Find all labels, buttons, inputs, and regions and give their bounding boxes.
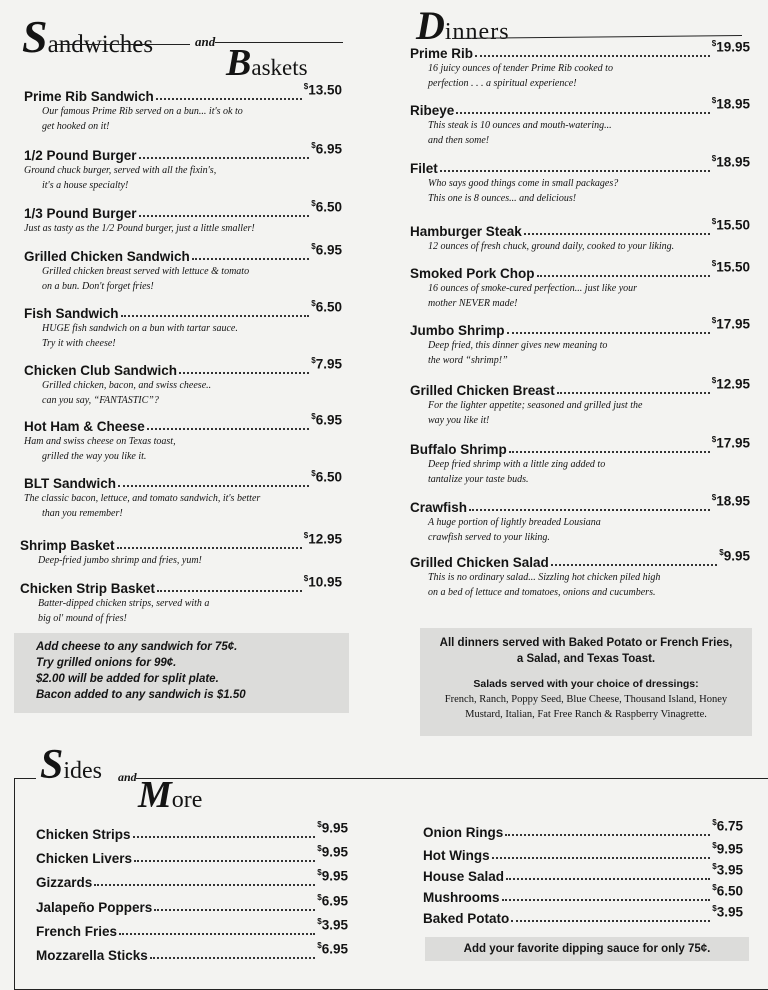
- dot-leader: [154, 909, 315, 911]
- dipping-sauce-note: Add your favorite dipping sauce for only 75¢.: [463, 943, 711, 955]
- item-description: mother NEVER made!: [428, 297, 518, 309]
- item-description: This steak is 10 ounces and mouth-watering...: [428, 119, 612, 131]
- price-value: 9.95: [321, 868, 348, 884]
- item-name: Grilled Chicken Breast: [410, 382, 555, 398]
- dot-leader: [469, 509, 710, 511]
- item-description: Grilled chicken, bacon, and swiss cheese..: [42, 379, 212, 391]
- currency-symbol: $: [711, 316, 717, 325]
- item-price: [712, 316, 750, 332]
- item-description: Ham and swiss cheese on Texas toast,: [24, 435, 176, 447]
- item-name: BLT Sandwich: [24, 475, 117, 491]
- menu-item: [24, 82, 342, 134]
- sandwiches-heading-initial: S: [22, 11, 48, 62]
- more-heading-initial: M: [138, 774, 172, 816]
- sides-note: [425, 937, 749, 961]
- dot-leader: [511, 920, 710, 922]
- item-description: on a bed of lettuce and tomatoes, onions and cucumbers.: [428, 586, 656, 598]
- item-name: Grilled Chicken Sandwich: [24, 248, 190, 264]
- currency-symbol: $: [311, 356, 316, 365]
- price-value: 15.50: [716, 217, 750, 233]
- item-price: [712, 883, 743, 899]
- sandwiches-heading-and: and: [195, 34, 216, 49]
- menu-item: [410, 435, 750, 487]
- menu-item: [24, 141, 342, 193]
- sandwich-note-line: Try grilled onions for 99¢.: [36, 657, 177, 669]
- item-name: Jalapeño Poppers: [36, 899, 153, 915]
- item-price: [311, 299, 342, 315]
- price-value: 9.95: [321, 844, 348, 860]
- item-name: Baked Potato: [423, 910, 510, 926]
- sandwiches-heading: [22, 11, 154, 62]
- item-price: [712, 841, 743, 857]
- price-value: 9.95: [716, 841, 743, 857]
- dot-leader: [505, 834, 710, 836]
- dot-leader: [119, 933, 315, 935]
- price-value: 17.95: [716, 435, 750, 451]
- item-description: than you remember!: [42, 507, 123, 519]
- currency-symbol: $: [711, 96, 717, 105]
- currency-symbol: $: [311, 412, 316, 421]
- dot-leader: [150, 957, 315, 959]
- item-price: [304, 531, 342, 547]
- currency-symbol: $: [711, 154, 717, 163]
- currency-symbol: $: [317, 917, 322, 926]
- menu-item: [410, 96, 750, 148]
- item-price: [712, 904, 743, 920]
- menu-item: [410, 39, 750, 91]
- currency-symbol: $: [303, 531, 309, 540]
- dot-leader: [440, 170, 710, 172]
- item-name: Buffalo Shrimp: [410, 441, 507, 457]
- item-description: Our famous Prime Rib served on a bun... it's ok to: [42, 105, 243, 117]
- item-description: it's a house specialty!: [42, 179, 129, 191]
- menu-item: [24, 199, 342, 236]
- menu-item: [410, 316, 750, 368]
- item-description: A huge portion of lightly breaded Lousiana: [428, 516, 601, 528]
- item-description: For the lighter appetite; seasoned and grilled just the: [428, 399, 643, 411]
- currency-symbol: $: [712, 883, 717, 892]
- dinners-heading-main: inners: [444, 19, 510, 45]
- menu-item: [410, 154, 750, 206]
- sandwich-note-line: Add cheese to any sandwich for 75¢.: [36, 641, 238, 653]
- price-value: 13.50: [308, 82, 342, 98]
- menu-item: [36, 844, 348, 866]
- menu-item: [20, 574, 342, 626]
- dressings-line: French, Ranch, Poppy Seed, Blue Cheese, Thousand Island, Honey: [444, 694, 728, 705]
- item-name: Shrimp Basket: [20, 537, 115, 553]
- baskets-heading-main: askets: [251, 55, 308, 80]
- item-name: Mozzarella Sticks: [36, 947, 148, 963]
- item-description: HUGE fish sandwich on a bun with tartar sauce.: [42, 322, 238, 334]
- currency-symbol: $: [311, 299, 316, 308]
- item-description: Ground chuck burger, served with all the fixin's,: [24, 164, 217, 176]
- item-price: [719, 548, 750, 564]
- currency-symbol: $: [311, 141, 316, 150]
- sandwich-note-line: Bacon added to any sandwich is $1.50: [36, 689, 246, 701]
- menu-item: [36, 820, 348, 842]
- menu-item: [24, 242, 342, 294]
- item-description: Deep-fried jumbo shrimp and fries, yum!: [38, 554, 202, 566]
- price-value: 6.50: [315, 469, 342, 485]
- item-description: Batter-dipped chicken strips, served with a: [38, 597, 210, 609]
- item-price: [311, 412, 342, 428]
- currency-symbol: $: [317, 844, 322, 853]
- item-name: Gizzards: [36, 874, 93, 890]
- menu-item: [423, 818, 743, 840]
- dot-leader: [492, 857, 711, 859]
- item-name: French Fries: [36, 923, 118, 939]
- item-description: Grilled chicken breast served with lettuce & tomato: [42, 265, 250, 277]
- item-price: [317, 868, 348, 884]
- menu-item: [20, 531, 342, 568]
- item-description: way you like it!: [428, 414, 490, 426]
- sandwich-note: [14, 633, 349, 713]
- menu-item: [410, 493, 750, 545]
- price-value: 6.95: [321, 893, 348, 909]
- dinners-heading-initial: D: [416, 3, 445, 48]
- dot-leader: [94, 884, 315, 886]
- price-value: 12.95: [716, 376, 750, 392]
- price-value: 9.95: [321, 820, 348, 836]
- menu-item: [36, 917, 348, 939]
- item-name: Smoked Pork Chop: [410, 265, 535, 281]
- menu-item: [36, 941, 348, 963]
- item-description: Try it with cheese!: [42, 337, 116, 349]
- menu-item: [24, 412, 342, 464]
- item-description: Just as tasty as the 1/2 Pound burger, just a little smaller!: [24, 222, 255, 234]
- baskets-heading: [226, 44, 308, 82]
- currency-symbol: $: [711, 259, 717, 268]
- item-name: Chicken Strips: [36, 826, 131, 842]
- menu-item: [24, 356, 342, 408]
- sides-heading-and: and: [118, 770, 137, 784]
- item-price: [712, 376, 750, 392]
- currency-symbol: $: [317, 941, 322, 950]
- item-price: [712, 217, 750, 233]
- dot-leader: [157, 590, 302, 592]
- currency-symbol: $: [711, 376, 717, 385]
- menu-item: [410, 259, 750, 311]
- item-description: 16 ounces of smoke-cured perfection... just like your: [428, 282, 638, 294]
- item-price: [311, 469, 342, 485]
- item-name: Ribeye: [410, 102, 455, 118]
- dot-leader: [118, 485, 309, 487]
- price-value: 3.95: [716, 862, 743, 878]
- currency-symbol: $: [303, 82, 309, 91]
- dot-leader: [507, 332, 710, 334]
- item-description: crawfish served to your liking.: [428, 531, 550, 543]
- price-value: 18.95: [716, 96, 750, 112]
- dot-leader: [121, 315, 310, 317]
- item-name: Jumbo Shrimp: [410, 322, 505, 338]
- price-value: 6.50: [315, 299, 342, 315]
- currency-symbol: $: [311, 199, 316, 208]
- menu-item: [423, 862, 743, 884]
- price-value: 19.95: [716, 39, 750, 55]
- item-price: [317, 893, 348, 909]
- menu-item: [410, 548, 750, 600]
- more-heading-main: ore: [171, 787, 203, 813]
- item-name: Hot Ham & Cheese: [24, 418, 145, 434]
- item-description: get hooked on it!: [42, 120, 110, 132]
- dressings-line: Mustard, Italian, Fat Free Ranch & Raspberry Vinagrette.: [465, 709, 707, 720]
- menu-item: [410, 376, 750, 428]
- menu-item: [24, 469, 342, 521]
- price-value: 3.95: [321, 917, 348, 933]
- item-price: [311, 242, 342, 258]
- menu-item: [423, 904, 743, 926]
- item-price: [712, 39, 750, 55]
- item-price: [712, 862, 743, 878]
- currency-symbol: $: [311, 469, 316, 478]
- item-description: tantalize your taste buds.: [428, 473, 529, 485]
- item-name: 1/3 Pound Burger: [24, 205, 137, 221]
- currency-symbol: $: [711, 493, 717, 502]
- dinners-heading: [416, 3, 510, 48]
- item-price: [712, 818, 743, 834]
- currency-symbol: $: [712, 904, 717, 913]
- menu-item: [24, 299, 342, 351]
- price-value: 15.50: [716, 259, 750, 275]
- menu-item: [410, 217, 750, 254]
- item-price: [317, 941, 348, 957]
- dot-leader: [524, 233, 710, 235]
- dot-leader: [509, 451, 710, 453]
- price-value: 6.50: [716, 883, 743, 899]
- price-value: 6.95: [321, 941, 348, 957]
- currency-symbol: $: [317, 820, 322, 829]
- sides-heading-main: ides: [63, 758, 103, 784]
- item-name: Chicken Club Sandwich: [24, 362, 178, 378]
- item-name: 1/2 Pound Burger: [24, 147, 137, 163]
- price-value: 6.50: [315, 199, 342, 215]
- item-name: Fish Sandwich: [24, 305, 119, 321]
- dot-leader: [134, 860, 315, 862]
- item-name: Prime Rib: [410, 45, 474, 61]
- price-value: 18.95: [716, 154, 750, 170]
- dot-leader: [456, 112, 709, 114]
- item-description: can you say, “FANTASTIC”?: [42, 394, 159, 406]
- dot-leader: [139, 215, 310, 217]
- item-name: Chicken Strip Basket: [20, 580, 156, 596]
- item-price: [317, 820, 348, 836]
- item-name: Hamburger Steak: [410, 223, 522, 239]
- menu-item: [36, 868, 348, 890]
- item-description: perfection . . . a spiritual experience!: [428, 77, 577, 89]
- item-price: [317, 844, 348, 860]
- dot-leader: [147, 428, 309, 430]
- item-price: [317, 917, 348, 933]
- item-description: Who says good things come in small packages?: [428, 177, 619, 189]
- item-price: [304, 574, 342, 590]
- baskets-heading-initial: B: [226, 42, 252, 84]
- dot-leader: [133, 836, 316, 838]
- price-value: 7.95: [315, 356, 342, 372]
- sides-heading-initial: S: [40, 742, 64, 788]
- price-value: 6.75: [716, 818, 743, 834]
- item-description: The classic bacon, lettuce, and tomato sandwich, it's better: [24, 492, 261, 504]
- dot-leader: [475, 55, 710, 57]
- more-heading: [138, 776, 202, 814]
- item-name: Hot Wings: [423, 847, 490, 863]
- item-price: [712, 493, 750, 509]
- menu-item: [423, 841, 743, 863]
- item-name: Grilled Chicken Salad: [410, 554, 549, 570]
- price-value: 6.95: [315, 141, 342, 157]
- item-description: This is no ordinary salad... Sizzling hot chicken piled high: [428, 571, 661, 583]
- item-description: This one is 8 ounces... and delicious!: [428, 192, 577, 204]
- currency-symbol: $: [712, 862, 717, 871]
- price-value: 18.95: [716, 493, 750, 509]
- currency-symbol: $: [719, 548, 724, 557]
- currency-symbol: $: [317, 868, 322, 877]
- item-name: Prime Rib Sandwich: [24, 88, 154, 104]
- sandwich-note-line: $2.00 will be added for split plate.: [36, 673, 219, 685]
- currency-symbol: $: [711, 39, 717, 48]
- price-value: 6.95: [315, 242, 342, 258]
- item-name: Mushrooms: [423, 889, 500, 905]
- currency-symbol: $: [303, 574, 309, 583]
- item-name: Chicken Livers: [36, 850, 133, 866]
- item-price: [311, 356, 342, 372]
- item-description: Deep fried shrimp with a little zing added to: [428, 458, 606, 470]
- dot-leader: [192, 258, 309, 260]
- dot-leader: [156, 98, 302, 100]
- item-name: Onion Rings: [423, 824, 504, 840]
- price-value: 10.95: [308, 574, 342, 590]
- sides-heading: [40, 744, 102, 786]
- menu-item: [423, 883, 743, 905]
- item-description: Deep fried, this dinner gives new meaning to: [428, 339, 608, 351]
- currency-symbol: $: [311, 242, 316, 251]
- sandwiches-heading-rule: [56, 44, 190, 45]
- item-name: Crawfish: [410, 499, 468, 515]
- item-price: [712, 154, 750, 170]
- dot-leader: [557, 392, 710, 394]
- item-price: [712, 96, 750, 112]
- price-value: 9.95: [723, 548, 750, 564]
- item-price: [712, 259, 750, 275]
- item-description: big ol' mound of fries!: [38, 612, 127, 624]
- dot-leader: [117, 547, 302, 549]
- dot-leader: [502, 899, 711, 901]
- item-price: [311, 199, 342, 215]
- price-value: 12.95: [308, 531, 342, 547]
- dot-leader: [551, 564, 717, 566]
- currency-symbol: $: [711, 435, 717, 444]
- item-description: and then some!: [428, 134, 490, 146]
- menu-item: [36, 893, 348, 915]
- currency-symbol: $: [712, 841, 717, 850]
- currency-symbol: $: [712, 818, 717, 827]
- dot-leader: [537, 275, 710, 277]
- item-name: Filet: [410, 160, 438, 176]
- item-price: [311, 141, 342, 157]
- item-name: House Salad: [423, 868, 505, 884]
- currency-symbol: $: [711, 217, 717, 226]
- dressings-title: Salads served with your choice of dressings:: [473, 678, 699, 690]
- dot-leader: [506, 878, 710, 880]
- item-price: [304, 82, 342, 98]
- price-value: 6.95: [315, 412, 342, 428]
- currency-symbol: $: [317, 893, 322, 902]
- price-value: 17.95: [716, 316, 750, 332]
- sandwiches-heading-main: andwiches: [47, 31, 154, 58]
- dot-leader: [139, 157, 310, 159]
- item-price: [712, 435, 750, 451]
- item-description: on a bun. Don't forget fries!: [42, 280, 154, 292]
- item-description: 16 juicy ounces of tender Prime Rib cooked to: [428, 62, 613, 74]
- dinner-note-line: All dinners served with Baked Potato or French Fries,: [439, 637, 733, 649]
- price-value: 3.95: [716, 904, 743, 920]
- item-description: the word “shrimp!”: [428, 354, 508, 366]
- dinner-note: [420, 628, 752, 736]
- dinner-note-line: a Salad, and Texas Toast.: [516, 653, 656, 665]
- item-description: 12 ounces of fresh chuck, ground daily, cooked to your liking.: [428, 240, 675, 252]
- item-description: grilled the way you like it.: [42, 450, 147, 462]
- dot-leader: [179, 372, 309, 374]
